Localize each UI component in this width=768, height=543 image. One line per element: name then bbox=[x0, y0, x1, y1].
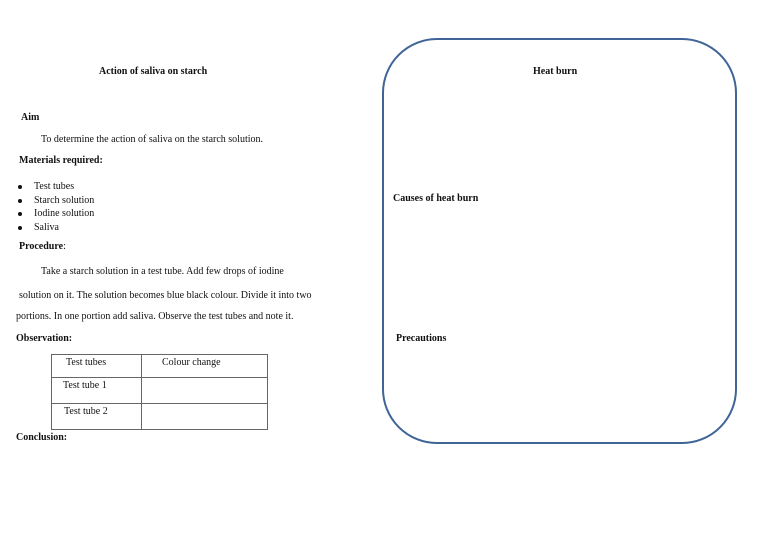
bullet-icon bbox=[18, 185, 22, 189]
table-cell bbox=[142, 404, 268, 430]
observation-table bbox=[51, 354, 268, 430]
procedure-line-2: solution on it. The solution becomes blue black colour. Divide it into two bbox=[19, 290, 312, 301]
heat-burn-title: Heat burn bbox=[533, 66, 578, 77]
page-title: Action of saliva on starch bbox=[99, 66, 208, 77]
table-header-row bbox=[52, 355, 268, 378]
observation-heading: Observation: bbox=[16, 333, 73, 344]
table-header-cell: Colour change bbox=[142, 355, 268, 378]
materials-heading: Materials required: bbox=[19, 155, 103, 166]
procedure-line-1: Take a starch solution in a test tube. Add few drops of iodine bbox=[41, 266, 284, 277]
bullet-icon bbox=[18, 212, 22, 216]
list-item: Starch solution bbox=[16, 194, 94, 208]
table-cell: Test tube 1 bbox=[52, 378, 142, 404]
table-row bbox=[52, 404, 268, 430]
procedure-heading: Procedure: bbox=[19, 241, 66, 252]
table-cell: Test tube 2 bbox=[52, 404, 142, 430]
bullet-icon bbox=[18, 226, 22, 230]
table-row bbox=[52, 378, 268, 404]
bullet-icon bbox=[18, 199, 22, 203]
list-item: Iodine solution bbox=[16, 207, 94, 221]
causes-heading: Causes of heat burn bbox=[393, 193, 479, 204]
aim-text: To determine the action of saliva on the starch solution. bbox=[41, 134, 264, 145]
list-item: Saliva bbox=[16, 221, 94, 235]
precautions-heading: Precautions bbox=[396, 333, 447, 344]
list-item: Test tubes bbox=[16, 180, 94, 194]
conclusion-heading: Conclusion: bbox=[16, 432, 68, 443]
heat-burn-box bbox=[382, 38, 737, 444]
materials-list bbox=[16, 180, 94, 235]
table-header-cell: Test tubes bbox=[52, 355, 142, 378]
aim-heading: Aim bbox=[21, 112, 40, 123]
procedure-line-3: portions. In one portion add saliva. Observe the test tubes and note it. bbox=[16, 311, 294, 322]
table-cell bbox=[142, 378, 268, 404]
